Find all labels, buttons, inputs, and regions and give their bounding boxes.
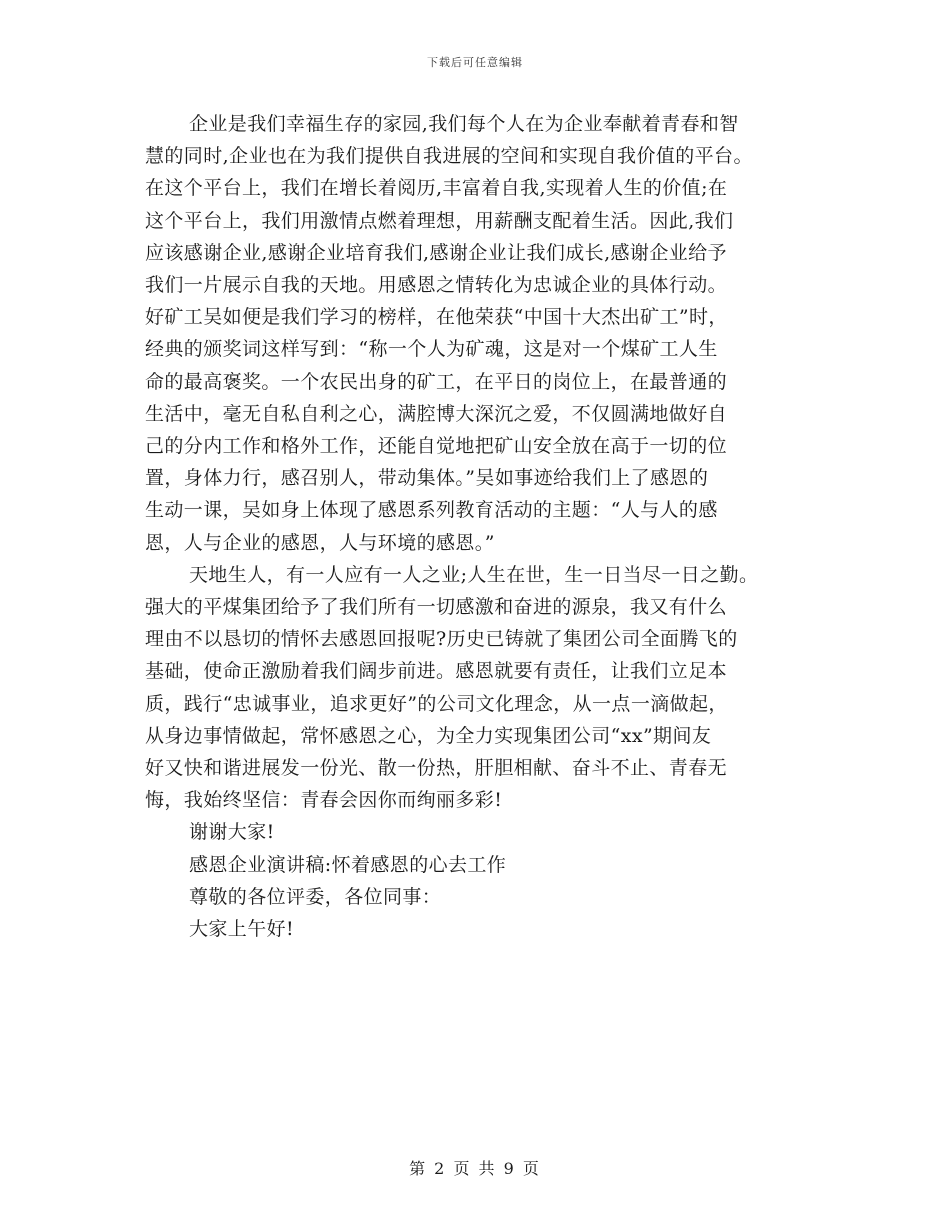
text-line: 谢谢大家!: [189, 821, 275, 844]
text-line: 生动一课，吴如身上体现了感恩系列教育活动的主题：“人与人的感: [145, 499, 718, 522]
text-line: 置，身体力行，感召别人，带动集体。”吴如事迹给我们上了感恩的: [145, 467, 709, 490]
text-line: 这个平台上，我们用激情点燃着理想，用薪酬支配着生活。因此,我们: [145, 209, 734, 232]
text-line: 质，践行“忠诚事业，追求更好”的公司文化理念，从一点一滴做起，: [145, 692, 728, 715]
text-line: 悔，我始终坚信：青春会因你而绚丽多彩!: [145, 789, 503, 812]
paragraph: [145, 301, 835, 559]
text-line: 己的分内工作和格外工作，还能自觉地把矿山安全放在高于一切的位: [145, 435, 728, 458]
text-line: 经典的颁奖词这样写到：“称一个人为矿魂，这是对一个煤矿工人生: [145, 338, 718, 361]
paragraph: [145, 108, 835, 301]
text-line: 在这个平台上，我们在增长着阅历,丰富着自我,实现着人生的价值;在: [145, 177, 728, 200]
text-line: 应该感谢企业,感谢企业培育我们,感谢企业让我们成长,感谢企业给予: [145, 241, 727, 264]
text-line: 天地生人，有一人应有一人之业;人生在世，生一日当尽一日之勤。: [189, 563, 759, 586]
text-line: 我们一片展示自我的天地。用感恩之情转化为忠诚企业的具体行动。: [145, 274, 728, 297]
text-line: 理由不以恳切的情怀去感恩回报呢?历史已铸就了集团公司全面腾飞的: [145, 628, 738, 651]
text-line: 强大的平煤集团给予了我们所有一切感激和奋进的源泉，我又有什么: [145, 596, 728, 619]
document-body: [145, 108, 835, 945]
text-line: 好又快和谐进展发一份光、散一份热，肝胆相献、奋斗不止、青春无: [145, 757, 728, 780]
text-line: 生活中，毫无自私自利之心，满腔博大深沉之爱，不仅圆满地做好自: [145, 402, 728, 425]
text-line: 企业是我们幸福生存的家园,我们每个人在为企业奉献着青春和智: [189, 113, 739, 135]
paragraph: [145, 913, 835, 945]
paragraph: [145, 816, 835, 848]
text-line: 尊敬的各位评委，各位同事：: [189, 885, 442, 908]
paragraph: [145, 559, 835, 817]
text-line: 感恩企业演讲稿:怀着感恩的心去工作: [189, 853, 507, 876]
text-line: 从身边事情做起，常怀感恩之心，为全力实现集团公司“xx”期间友: [145, 724, 712, 747]
text-line: 慧的同时,企业也在为我们提供自我进展的空间和实现自我价值的平台。: [145, 145, 753, 168]
text-line: 基础，使命正激励着我们阔步前进。感恩就要有责任，让我们立足本: [145, 660, 728, 683]
text-line: 命的最高褒奖。一个农民出身的矿工，在平日的岗位上，在最普通的: [145, 370, 728, 393]
text-line: 大家上午好!: [189, 918, 295, 941]
text-line: 好矿工吴如便是我们学习的榜样，在他荣获“中国十大杰出矿工”时，: [145, 306, 728, 329]
text-line: 恩，人与企业的感恩，人与环境的感恩。”: [145, 531, 495, 554]
paragraph: [145, 849, 835, 881]
page-header: 下载后可任意编辑: [427, 56, 523, 69]
paragraph: [145, 881, 835, 913]
page-number: 第 2 页 共 9 页: [409, 1159, 541, 1178]
